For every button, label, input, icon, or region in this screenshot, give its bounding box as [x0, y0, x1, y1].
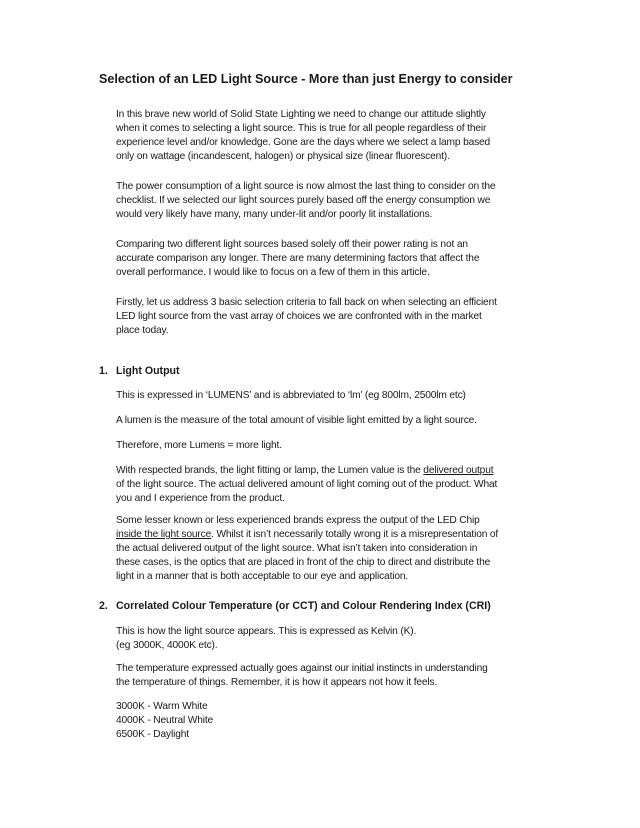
list-item: 6500K - Daylight [116, 729, 189, 740]
section-1-paragraph-4: With respected brands, the light fitting or lamp, the Lumen value is the delivered output of the light source. The actual delivered amount of light coming out of the product. What you and I experience from the product. [116, 465, 498, 504]
underlined-delivered-output: delivered output [423, 465, 494, 476]
colour-temperature-list [116, 700, 546, 742]
section-2-paragraph-1: This is how the light source appears. This is expressed as Kelvin (K). (eg 3000K, 4000K etc). [116, 626, 417, 651]
section-1-paragraph-1: This is expressed in ‘LUMENS’ and is abbreviated to ‘lm’ (eg 800lm, 2500lm etc) [116, 390, 466, 401]
intro-paragraph-3: Comparing two different light sources based solely off their power rating is not an accurate comparison any longer. There are many determining factors that affect the overall performance. I would like to focus on a few of them in this article. [116, 239, 480, 278]
intro-paragraph-4: Firstly, let us address 3 basic selection criteria to fall back on when selecting an efficient LED light source from the vast array of choices we are confronted with in the market place today. [116, 297, 497, 336]
intro-paragraph-1: In this brave new world of Solid State Lighting we need to change our attitude slightly when it comes to selecting a light source. This is true for all people regardless of their experience level and/or knowledge. Gone are the days where we select a lamp based only on wattage (incandescent, halogen) or physical size (linear fluorescent). [116, 109, 491, 162]
section-2-title: Correlated Colour Temperature (or CCT) and Colour Rendering Index (CRI) [116, 600, 491, 612]
section-1-title: Light Output [116, 365, 180, 377]
page-title: Selection of an LED Light Source - More than just Energy to consider [99, 72, 513, 86]
list-item: 4000K - Neutral White [116, 715, 214, 726]
section-2-number: 2. [99, 600, 108, 612]
section-2-heading [99, 599, 491, 613]
section-1-heading [99, 364, 180, 378]
section-1-paragraph-5: Some lesser known or less experienced brands express the output of the LED Chip inside the light source. Whilst it isn’t necessarily totally wrong it is a misrepresentation of the actual delivered output of the light source. What isn’t taken into consideration in these cases, is the optics that are placed in front of the chip to direct and distribute the light in a manner that is both acceptable to our eye and application. [116, 515, 499, 582]
section-1-number: 1. [99, 365, 108, 377]
intro-paragraph-2: The power consumption of a light source is now almost the last thing to consider on the checklist. If we selected our light sources purely based off the energy consumption we would very likely have many, many under-lit and/or poorly lit installations. [116, 181, 496, 220]
underlined-inside-light-source: inside the light source [116, 529, 212, 540]
list-item: 3000K - Warm White [116, 701, 208, 712]
section-2-paragraph-2: The temperature expressed actually goes against our initial instincts in understanding the temperature of things. Remember, it is how it appears not how it feels. [116, 663, 488, 688]
section-1-paragraph-3: Therefore, more Lumens = more light. [116, 440, 282, 451]
section-1-paragraph-2: A lumen is the measure of the total amount of visible light emitted by a light source. [116, 415, 477, 426]
